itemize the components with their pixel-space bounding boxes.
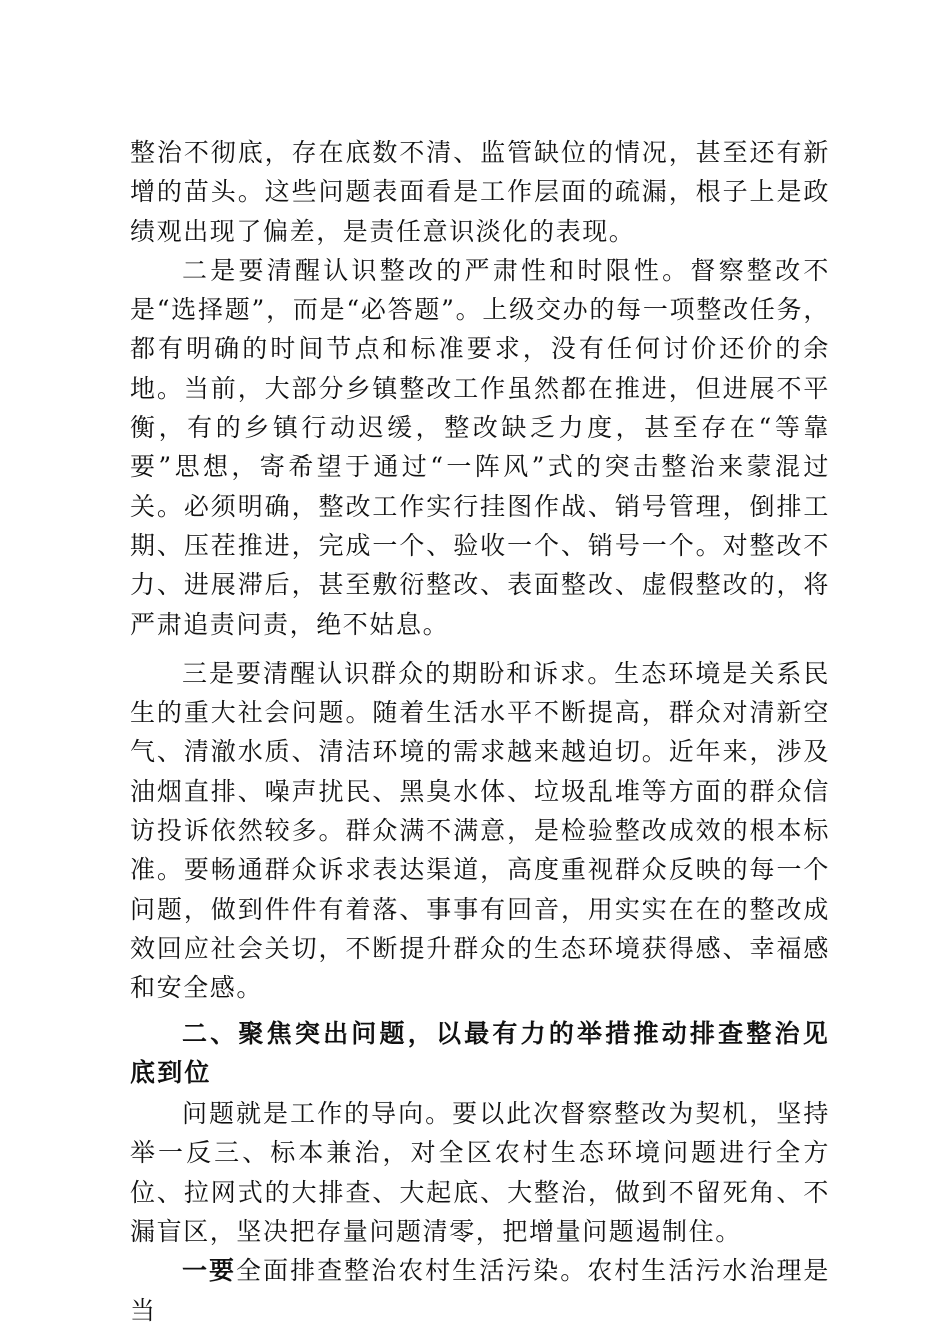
- paragraph-first-measure-text: 全面排查整治农村生活污染。农村生活污水治理是当: [130, 1256, 831, 1325]
- paragraph-continuation: 整治不彻底，存在底数不清、监管缺位的情况，甚至还有新增的苗头。这些问题表面看是工作层面的疏漏，根子上是政绩观出现了偏差，是责任意识淡化的表现。: [130, 138, 830, 246]
- paragraph-section-intro: 问题就是工作的导向。要以此次督察整改为契机，坚持举一反三、标本兼治，对全区农村生态环境问题进行全方位、拉网式的大排查、大起底、大整治，做到不留死角、不漏盲区，坚决把存量问题清零，把增量问题遏制住。: [130, 1099, 830, 1247]
- paragraph-lead-label: 一要: [182, 1256, 237, 1286]
- section-heading: 二、聚焦突出问题，以最有力的举措推动排查整治见底到位: [130, 1018, 830, 1087]
- paragraph-point-two: 二是要清醒认识整改的严肃性和时限性。督察整改不是“选择题”，而是“必答题”。上级交办的每一项整改任务，都有明确的时间节点和标准要求，没有任何讨价还价的余地。当前，大部分乡镇整改工作虽然都在推进，但进展不平衡，有的乡镇行动迟缓，整改缺乏力度，甚至存在“等靠要”思想，寄希望于通过“一阵风”式的突击整治来蒙混过关。必须明确，整改工作实行挂图作战、销号管理，倒排工期、压茬推进，完成一个、验收一个、销号一个。对整改不力、进展滞后，甚至敷衍整改、表面整改、虚假整改的，将严肃追责问责，绝不姑息。: [130, 255, 830, 639]
- document-body: [130, 133, 830, 1330]
- paragraph-first-measure: [130, 1251, 830, 1330]
- paragraph-point-three: 三是要清醒认识群众的期盼和诉求。生态环境是关系民生的重大社会问题。随着生活水平不断提高，群众对清新空气、清澈水质、清洁环境的需求越来越迫切。近年来，涉及油烟直排、噪声扰民、黑臭水体、垃圾乱堆等方面的群众信访投诉依然较多。群众满不满意，是检验整改成效的根本标准。要畅通群众诉求表达渠道，高度重视群众反映的每一个问题，做到件件有着落、事事有回音，用实实在在的整改成效回应社会关切，不断提升群众的生态环境获得感、幸福感和安全感。: [130, 658, 830, 1003]
